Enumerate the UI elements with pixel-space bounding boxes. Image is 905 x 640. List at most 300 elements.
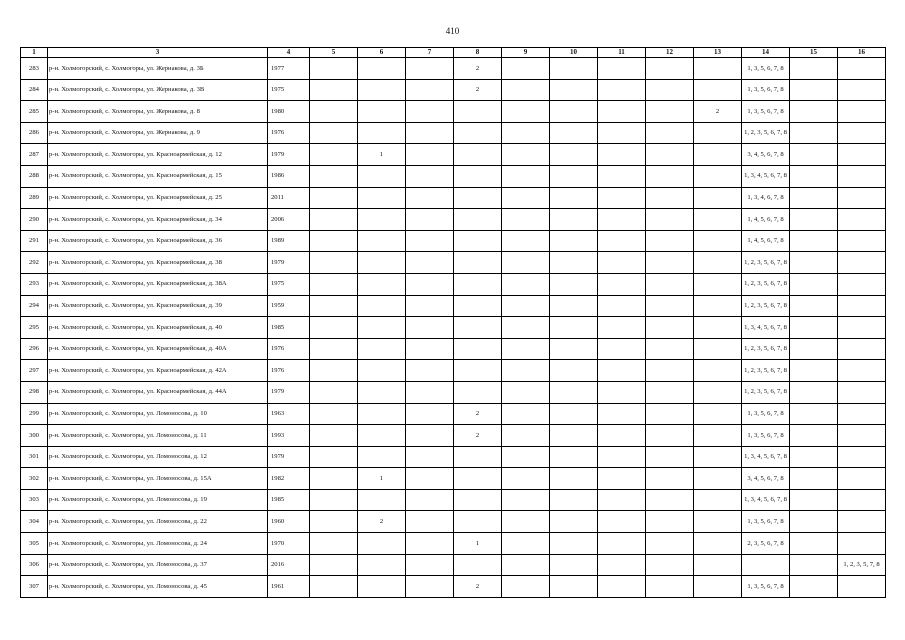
col5-cell [310,273,358,295]
col11-cell [598,252,646,274]
row-number: 294 [21,295,48,317]
col6-cell [358,554,406,576]
col13-cell [694,58,742,80]
col15-cell [790,576,838,598]
col14-cell: 1, 3, 5, 6, 7, 8 [742,101,790,123]
col12-cell [646,58,694,80]
col6-cell: 2 [358,511,406,533]
col8-cell [454,122,502,144]
col6-cell [358,533,406,555]
col16-cell [838,79,886,101]
col10-cell [550,338,598,360]
col7-cell [406,209,454,231]
col5-cell [310,122,358,144]
col15-cell [790,230,838,252]
table-row [21,209,886,231]
col14-cell: 1, 2, 3, 5, 6, 7, 8 [742,122,790,144]
row-number: 292 [21,252,48,274]
year-cell: 1976 [268,122,310,144]
col13-cell [694,144,742,166]
col11-cell [598,58,646,80]
table-row [21,317,886,339]
col15-cell [790,252,838,274]
col5-cell [310,101,358,123]
col13-cell [694,360,742,382]
col12-cell [646,381,694,403]
col14-cell: 1, 3, 5, 6, 7, 8 [742,403,790,425]
col9-cell [502,58,550,80]
table-row [21,554,886,576]
col15-cell [790,317,838,339]
col10-cell [550,446,598,468]
col12-cell [646,511,694,533]
col13-cell [694,317,742,339]
col6-cell [358,209,406,231]
col7-cell [406,295,454,317]
col8-cell: 1 [454,533,502,555]
col9-cell [502,165,550,187]
address-cell: р-н. Холмогорский, с. Холмогоры, ул. Красноармейская, д. 12 [48,144,268,166]
table-row [21,511,886,533]
col9-cell [502,252,550,274]
row-number: 307 [21,576,48,598]
col12-cell [646,187,694,209]
col16-cell [838,252,886,274]
col10-cell [550,122,598,144]
address-cell: р-н. Холмогорский, с. Холмогоры, ул. Ломоносова, д. 37 [48,554,268,576]
col15-cell [790,360,838,382]
column-header: 7 [406,48,454,58]
col15-cell [790,144,838,166]
col6-cell [358,360,406,382]
row-number: 298 [21,381,48,403]
col15-cell [790,165,838,187]
address-cell: р-н. Холмогорский, с. Холмогоры, ул. Красноармейская, д. 25 [48,187,268,209]
col13-cell [694,403,742,425]
col6-cell [358,576,406,598]
address-cell: р-н. Холмогорский, с. Холмогоры, ул. Ломоносова, д. 12 [48,446,268,468]
col12-cell [646,252,694,274]
col12-cell [646,273,694,295]
table-header-row [21,48,886,58]
col15-cell [790,122,838,144]
col16-cell [838,317,886,339]
address-cell: р-н. Холмогорский, с. Холмогоры, ул. Ломоносова, д. 45 [48,576,268,598]
address-cell: р-н. Холмогорский, с. Холмогоры, ул. Ломоносова, д. 19 [48,489,268,511]
col11-cell [598,101,646,123]
col16-cell [838,338,886,360]
col8-cell [454,273,502,295]
col9-cell [502,209,550,231]
col12-cell [646,209,694,231]
col6-cell [358,230,406,252]
address-cell: р-н. Холмогорский, с. Холмогоры, ул. Ломоносова, д. 22 [48,511,268,533]
col13-cell: 2 [694,101,742,123]
col14-cell: 1, 3, 4, 6, 7, 8 [742,187,790,209]
col12-cell [646,425,694,447]
table-row [21,360,886,382]
col10-cell [550,360,598,382]
col8-cell [454,360,502,382]
col10-cell [550,187,598,209]
column-header: 8 [454,48,502,58]
col13-cell [694,338,742,360]
col16-cell [838,403,886,425]
address-cell: р-н. Холмогорский, с. Холмогоры, ул. Жернакова, д. 8 [48,101,268,123]
col5-cell [310,79,358,101]
address-cell: р-н. Холмогорский, с. Холмогоры, ул. Красноармейская, д. 40 [48,317,268,339]
col9-cell [502,403,550,425]
col11-cell [598,273,646,295]
col14-cell: 1, 2, 3, 5, 6, 7, 8 [742,273,790,295]
col15-cell [790,187,838,209]
col12-cell [646,295,694,317]
col15-cell [790,58,838,80]
address-cell: р-н. Холмогорский, с. Холмогоры, ул. Ломоносова, д. 24 [48,533,268,555]
col6-cell [358,122,406,144]
col9-cell [502,338,550,360]
col12-cell [646,165,694,187]
col16-cell [838,360,886,382]
year-cell: 1989 [268,230,310,252]
col13-cell [694,209,742,231]
year-cell: 1975 [268,79,310,101]
col6-cell [358,252,406,274]
col16-cell [838,489,886,511]
col11-cell [598,468,646,490]
col16-cell [838,58,886,80]
row-number: 305 [21,533,48,555]
col7-cell [406,511,454,533]
col9-cell [502,576,550,598]
col11-cell [598,403,646,425]
column-header: 3 [48,48,268,58]
table-row [21,187,886,209]
col14-cell: 1, 2, 3, 5, 6, 7, 8 [742,381,790,403]
col11-cell [598,489,646,511]
col9-cell [502,317,550,339]
col5-cell [310,554,358,576]
col14-cell: 1, 3, 5, 6, 7, 8 [742,576,790,598]
col12-cell [646,122,694,144]
column-header: 9 [502,48,550,58]
table-row [21,425,886,447]
col13-cell [694,165,742,187]
row-number: 295 [21,317,48,339]
col16-cell [838,165,886,187]
col10-cell [550,79,598,101]
address-cell: р-н. Холмогорский, с. Холмогоры, ул. Красноармейская, д. 38А [48,273,268,295]
row-number: 285 [21,101,48,123]
col15-cell [790,209,838,231]
col5-cell [310,187,358,209]
year-cell: 1985 [268,317,310,339]
col5-cell [310,209,358,231]
col15-cell [790,403,838,425]
col15-cell [790,295,838,317]
col11-cell [598,576,646,598]
col16-cell [838,101,886,123]
col11-cell [598,209,646,231]
col5-cell [310,489,358,511]
col12-cell [646,489,694,511]
col6-cell [358,446,406,468]
row-number: 290 [21,209,48,231]
col14-cell: 1, 4, 5, 6, 7, 8 [742,230,790,252]
col12-cell [646,576,694,598]
table-row [21,533,886,555]
column-header: 14 [742,48,790,58]
col6-cell: 1 [358,144,406,166]
row-number: 296 [21,338,48,360]
col13-cell [694,446,742,468]
col7-cell [406,317,454,339]
address-cell: р-н. Холмогорский, с. Холмогоры, ул. Красноармейская, д. 39 [48,295,268,317]
col11-cell [598,122,646,144]
col6-cell [358,79,406,101]
col10-cell [550,252,598,274]
col8-cell [454,144,502,166]
col8-cell: 2 [454,576,502,598]
col12-cell [646,446,694,468]
col5-cell [310,381,358,403]
row-number: 286 [21,122,48,144]
col6-cell [358,317,406,339]
col10-cell [550,144,598,166]
col9-cell [502,144,550,166]
address-cell: р-н. Холмогорский, с. Холмогоры, ул. Жернакова, д. 3Б [48,58,268,80]
column-header: 11 [598,48,646,58]
col14-cell: 1, 4, 5, 6, 7, 8 [742,209,790,231]
col6-cell [358,58,406,80]
row-number: 304 [21,511,48,533]
col8-cell [454,317,502,339]
col12-cell [646,317,694,339]
table-row [21,381,886,403]
col13-cell [694,576,742,598]
table-row [21,489,886,511]
year-cell: 1970 [268,533,310,555]
col14-cell: 2, 3, 5, 6, 7, 8 [742,533,790,555]
col13-cell [694,187,742,209]
col11-cell [598,144,646,166]
col10-cell [550,209,598,231]
col13-cell [694,554,742,576]
col11-cell [598,187,646,209]
col10-cell [550,554,598,576]
col12-cell [646,554,694,576]
col5-cell [310,165,358,187]
col13-cell [694,511,742,533]
address-cell: р-н. Холмогорский, с. Холмогоры, ул. Красноармейская, д. 34 [48,209,268,231]
address-cell: р-н. Холмогорский, с. Холмогоры, ул. Жернакова, д. 3В [48,79,268,101]
col8-cell [454,209,502,231]
col7-cell [406,144,454,166]
year-cell: 1979 [268,446,310,468]
col6-cell [358,425,406,447]
col6-cell [358,187,406,209]
col16-cell: 1, 2, 3, 5, 7, 8 [838,554,886,576]
col16-cell [838,295,886,317]
year-cell: 1979 [268,252,310,274]
address-cell: р-н. Холмогорский, с. Холмогоры, ул. Красноармейская, д. 38 [48,252,268,274]
row-number: 297 [21,360,48,382]
col8-cell: 2 [454,58,502,80]
col13-cell [694,381,742,403]
col9-cell [502,468,550,490]
col10-cell [550,533,598,555]
col6-cell [358,403,406,425]
col15-cell [790,381,838,403]
col12-cell [646,230,694,252]
col5-cell [310,295,358,317]
year-cell: 1982 [268,468,310,490]
col14-cell: 1, 3, 4, 5, 6, 7, 8 [742,446,790,468]
table-row [21,446,886,468]
address-cell: р-н. Холмогорский, с. Холмогоры, ул. Красноармейская, д. 36 [48,230,268,252]
col13-cell [694,230,742,252]
col9-cell [502,187,550,209]
year-cell: 1976 [268,338,310,360]
year-cell: 2006 [268,209,310,231]
col7-cell [406,446,454,468]
col8-cell [454,554,502,576]
col16-cell [838,468,886,490]
table-row [21,165,886,187]
col15-cell [790,273,838,295]
col15-cell [790,446,838,468]
col6-cell [358,338,406,360]
row-number: 288 [21,165,48,187]
col16-cell [838,209,886,231]
year-cell: 1985 [268,489,310,511]
col13-cell [694,425,742,447]
register-table [20,47,886,598]
col6-cell: 1 [358,468,406,490]
row-number: 306 [21,554,48,576]
col5-cell [310,252,358,274]
col13-cell [694,273,742,295]
col16-cell [838,446,886,468]
col12-cell [646,360,694,382]
col6-cell [358,489,406,511]
year-cell: 2011 [268,187,310,209]
table-row [21,79,886,101]
address-cell: р-н. Холмогорский, с. Холмогоры, ул. Красноармейская, д. 44А [48,381,268,403]
table-row [21,295,886,317]
col6-cell [358,165,406,187]
column-header: 12 [646,48,694,58]
col14-cell: 1, 3, 5, 6, 7, 8 [742,425,790,447]
col8-cell [454,338,502,360]
col7-cell [406,252,454,274]
col13-cell [694,533,742,555]
col10-cell [550,425,598,447]
column-header: 16 [838,48,886,58]
col10-cell [550,230,598,252]
col6-cell [358,295,406,317]
col10-cell [550,381,598,403]
col5-cell [310,533,358,555]
col14-cell: 1, 3, 5, 6, 7, 8 [742,79,790,101]
col7-cell [406,533,454,555]
year-cell: 1986 [268,165,310,187]
col9-cell [502,122,550,144]
col9-cell [502,230,550,252]
year-cell: 1961 [268,576,310,598]
year-cell: 1979 [268,381,310,403]
column-header: 13 [694,48,742,58]
col5-cell [310,144,358,166]
col16-cell [838,425,886,447]
col16-cell [838,511,886,533]
col11-cell [598,79,646,101]
table-row [21,273,886,295]
col8-cell [454,468,502,490]
col9-cell [502,425,550,447]
col13-cell [694,252,742,274]
col9-cell [502,533,550,555]
row-number: 283 [21,58,48,80]
col16-cell [838,144,886,166]
column-header: 1 [21,48,48,58]
col11-cell [598,317,646,339]
col13-cell [694,295,742,317]
year-cell: 1976 [268,360,310,382]
col13-cell [694,79,742,101]
col5-cell [310,468,358,490]
col8-cell [454,381,502,403]
col6-cell [358,101,406,123]
row-number: 293 [21,273,48,295]
col11-cell [598,425,646,447]
col5-cell [310,511,358,533]
col15-cell [790,79,838,101]
col11-cell [598,360,646,382]
col7-cell [406,58,454,80]
col14-cell: 1, 3, 5, 6, 7, 8 [742,58,790,80]
col12-cell [646,403,694,425]
col7-cell [406,425,454,447]
col7-cell [406,554,454,576]
address-cell: р-н. Холмогорский, с. Холмогоры, ул. Ломоносова, д. 10 [48,403,268,425]
col9-cell [502,273,550,295]
col8-cell [454,511,502,533]
col7-cell [406,338,454,360]
col16-cell [838,187,886,209]
address-cell: р-н. Холмогорский, с. Холмогоры, ул. Ломоносова, д. 15А [48,468,268,490]
col5-cell [310,446,358,468]
address-cell: р-н. Холмогорский, с. Холмогоры, ул. Ломоносова, д. 11 [48,425,268,447]
col13-cell [694,122,742,144]
col9-cell [502,381,550,403]
table-row [21,338,886,360]
row-number: 291 [21,230,48,252]
col7-cell [406,468,454,490]
address-cell: р-н. Холмогорский, с. Холмогоры, ул. Красноармейская, д. 15 [48,165,268,187]
col9-cell [502,511,550,533]
col10-cell [550,165,598,187]
col14-cell: 1, 2, 3, 5, 6, 7, 8 [742,295,790,317]
column-header: 6 [358,48,406,58]
col5-cell [310,403,358,425]
col11-cell [598,338,646,360]
col9-cell [502,489,550,511]
col16-cell [838,533,886,555]
row-number: 303 [21,489,48,511]
col8-cell: 2 [454,79,502,101]
col8-cell [454,101,502,123]
